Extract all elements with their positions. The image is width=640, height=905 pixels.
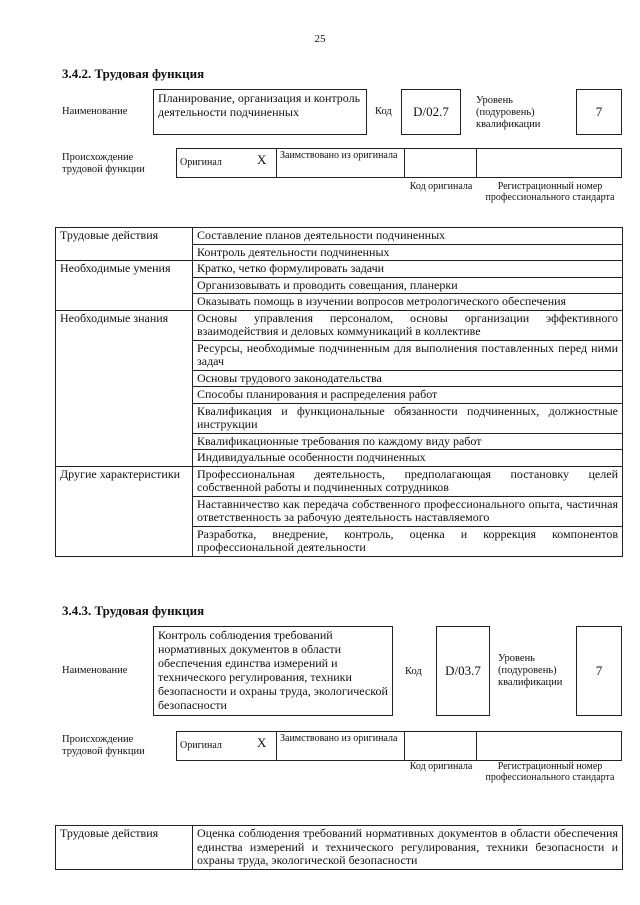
original-label: Оригинал xyxy=(180,740,222,751)
original-code-caption: Код оригинала xyxy=(409,761,473,772)
list-item: Разработка, внедрение, контроль, оценка и коррекция компонентов профессиональной деятельности xyxy=(193,526,623,556)
function-code-box: D/02.7 xyxy=(401,89,461,135)
registration-number-caption: Регистрационный номер профессионального стандарта xyxy=(485,761,615,783)
qualification-level-box: 7 xyxy=(576,626,622,716)
original-code-cell xyxy=(404,732,476,760)
name-label: Наименование xyxy=(62,106,128,117)
list-item: Квалификационные требования по каждому виду работ xyxy=(193,433,623,450)
labor-actions-label: Трудовые действия xyxy=(56,826,193,870)
table-row xyxy=(56,228,623,245)
borrowed-cell: Заимствовано из оригинала xyxy=(276,732,404,760)
name-label: Наименование xyxy=(62,665,128,676)
list-item: Профессиональная деятельность, предполагающая постановку целей собственной работы и подчиненных сотрудников xyxy=(193,466,623,496)
list-item: Кратко, четко формулировать задачи xyxy=(193,261,623,278)
original-mark: X xyxy=(257,735,267,750)
original-cell xyxy=(176,149,276,177)
registration-number-cell xyxy=(476,149,622,177)
page-number: 25 xyxy=(314,33,326,45)
list-item: Составление планов деятельности подчиненных xyxy=(193,228,623,245)
labor-actions-label: Трудовые действия xyxy=(56,228,193,261)
list-item: Способы планирования и распределения работ xyxy=(193,387,623,404)
table-row xyxy=(56,466,623,496)
origin-label: Происхождение трудовой функции xyxy=(62,152,145,175)
original-mark: X xyxy=(257,152,267,167)
other-characteristics-label: Другие характеристики xyxy=(56,466,193,556)
qualification-level-label: Уровень (подуровень) квалификации xyxy=(498,653,563,688)
origin-row xyxy=(176,731,622,761)
knowledge-label: Необходимые знания xyxy=(56,310,193,466)
qualification-level-label: Уровень (подуровень) квалификации xyxy=(476,95,541,130)
table-row xyxy=(56,261,623,278)
function-requirements-table xyxy=(55,825,623,870)
registration-number-caption: Регистрационный номер профессионального стандарта xyxy=(485,181,615,203)
list-item: Основы управления персоналом, основы организации эффективного взаимодействия и деловых коммуникаций в коллективе xyxy=(193,310,623,340)
code-label: Код xyxy=(405,666,422,677)
list-item: Квалификация и функциональные обязанности подчиненных, должностные инструкции xyxy=(193,403,623,433)
function-name-box: Контроль соблюдения требований нормативных документов в области обеспечения единства измерений и технического регулирования, техники безопасности и охраны труда, экологической безопасности xyxy=(153,626,393,716)
origin-row xyxy=(176,148,622,178)
origin-label: Происхождение трудовой функции xyxy=(62,734,145,757)
list-item: Ресурсы, необходимые подчиненным для выполнения поставленных перед ними задач xyxy=(193,340,623,370)
table-row xyxy=(56,826,623,870)
registration-number-cell xyxy=(476,732,622,760)
original-code-cell xyxy=(404,149,476,177)
table-row xyxy=(56,310,623,340)
list-item: Оказывать помощь в изучении вопросов метрологического обеспечения xyxy=(193,294,623,311)
section-title-3-4-3: 3.4.3. Трудовая функция xyxy=(62,603,205,618)
skills-label: Необходимые умения xyxy=(56,261,193,311)
list-item: Основы трудового законодательства xyxy=(193,370,623,387)
list-item: Контроль деятельности подчиненных xyxy=(193,244,623,261)
list-item: Организовывать и проводить совещания, планерки xyxy=(193,277,623,294)
original-cell xyxy=(176,732,276,760)
function-code-box: D/03.7 xyxy=(436,626,490,716)
original-code-caption: Код оригинала xyxy=(409,181,473,192)
list-item: Индивидуальные особенности подчиненных xyxy=(193,450,623,467)
function-requirements-table xyxy=(55,227,623,557)
borrowed-cell: Заимствовано из оригинала xyxy=(276,149,404,177)
list-item: Наставничество как передача собственного профессионального опыта, частичная ответственность за рабочую деятельность наставляемого xyxy=(193,496,623,526)
code-label: Код xyxy=(375,106,392,117)
list-item: Оценка соблюдения требований нормативных документов в области обеспечения единства измерений и технического регулирования, техники безопасности и охраны труда, экологической безопасности xyxy=(193,826,623,870)
section-title-3-4-2: 3.4.2. Трудовая функция xyxy=(62,66,205,81)
function-name-box: Планирование, организация и контроль деятельности подчиненных xyxy=(153,89,367,135)
qualification-level-box: 7 xyxy=(576,89,622,135)
original-label: Оригинал xyxy=(180,157,222,168)
